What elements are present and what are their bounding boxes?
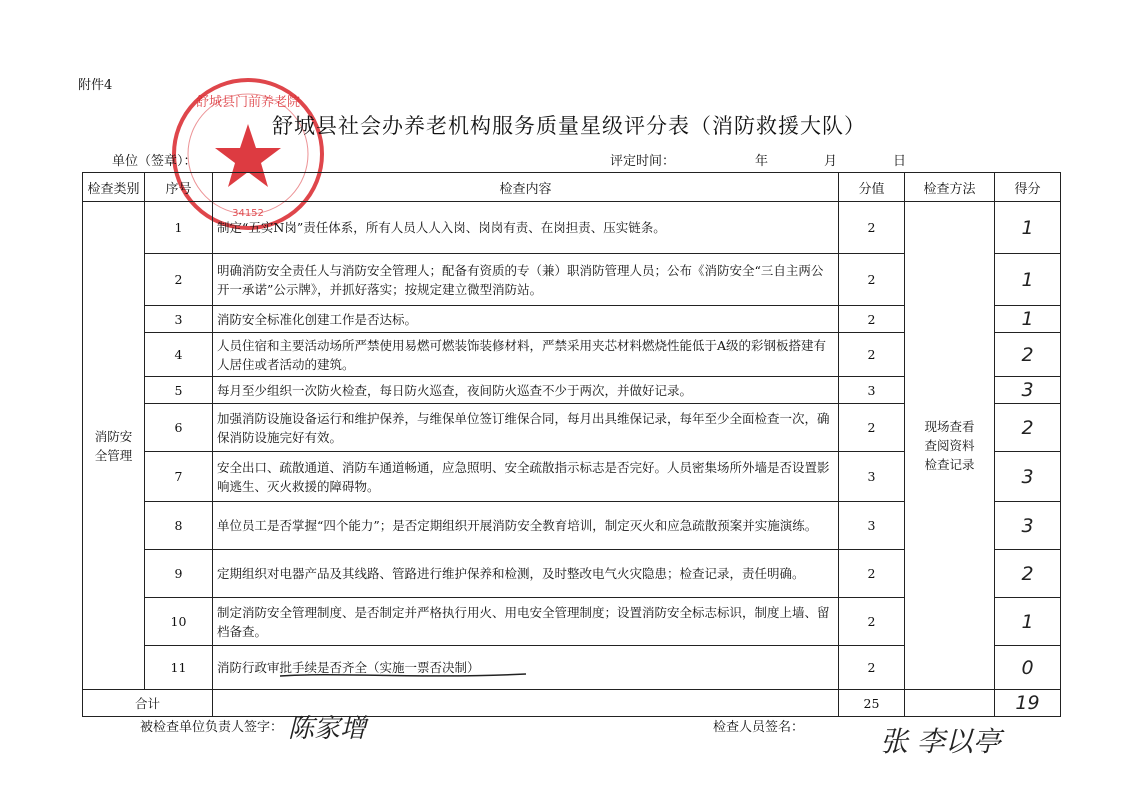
header-got: 得分 [995, 173, 1061, 202]
row-content: 加强消防设施设备运行和维护保养，与维保单位签订维保合同，每月出具维保记录，每年至少全面检查一次，确保消防设施完好有效。 [213, 404, 839, 452]
svg-text:34152: 34152 [232, 208, 264, 219]
row-score: 3 [839, 377, 905, 404]
row-number: 11 [145, 646, 213, 690]
row-got: 1 [995, 254, 1061, 306]
row-number: 8 [145, 502, 213, 550]
responsible-signature-label: 被检查单位负责人签字： [140, 720, 284, 735]
row-content: 定期组织对电器产品及其线路、管路进行维护保养和检测，及时整改电气火灾隐患；检查记录，责任明确。 [213, 550, 839, 598]
row-content: 消防安全标准化创建工作是否达标。 [213, 306, 839, 333]
row-got: 1 [995, 202, 1061, 254]
row-score: 3 [839, 452, 905, 502]
row-content: 人员住宿和主要活动场所严禁使用易燃可燃装饰装修材料，严禁采用夹芯材料燃烧性能低于A级的彩钢板搭建有人居住或者活动的建筑。 [213, 333, 839, 377]
row-number: 5 [145, 377, 213, 404]
row-got: 2 [995, 550, 1061, 598]
row-number: 2 [145, 254, 213, 306]
date-label: 评定时间： [610, 154, 676, 169]
table-row [83, 202, 1061, 254]
category-cell [83, 202, 145, 690]
row-number: 6 [145, 404, 213, 452]
total-got: 19 [995, 690, 1061, 717]
header-number: 序号 [145, 173, 213, 202]
table-header-row [83, 173, 1061, 202]
row-got: 0 [995, 646, 1061, 690]
row-content: 每月至少组织一次防火检查，每日防火巡查，夜间防火巡查不少于两次，并做好记录。 [213, 377, 839, 404]
row-score: 2 [839, 202, 905, 254]
unit-signature-label: 单位（签章）： [112, 154, 197, 169]
row-number: 7 [145, 452, 213, 502]
row-content: 明确消防安全责任人与消防安全管理人；配备有资质的专（兼）职消防管理人员；公布《消防安全“三自主两公开一承诺”公示牌》，并抓好落实；按规定建立微型消防站。 [213, 254, 839, 306]
inspector-signature-label: 检查人员签名： [713, 720, 805, 735]
row-score: 2 [839, 550, 905, 598]
row-content: 制定消防安全管理制度、是否制定并严格执行用火、用电安全管理制度；设置消防安全标志标识，制度上墙、留档备查。 [213, 598, 839, 646]
row-content: 安全出口、疏散通道、消防车通道畅通，应急照明、安全疏散指示标志是否完好。人员密集场所外墙是否设置影响逃生、灭火救援的障碍物。 [213, 452, 839, 502]
month-label: 月 [824, 154, 838, 169]
attachment-label: 附件4 [78, 78, 113, 93]
row-score: 2 [839, 254, 905, 306]
scoring-table [82, 172, 1061, 717]
category-text: 消防安全管理 [94, 428, 133, 463]
page-title: 舒城县社会办养老机构服务质量星级评分表（消防救援大队） [272, 114, 866, 138]
row-number: 1 [145, 202, 213, 254]
row-got: 3 [995, 502, 1061, 550]
header-method: 检查方法 [905, 173, 995, 202]
row-content: 消防行政审批手续是否齐全（实施一票否决制） [213, 646, 839, 690]
responsible-signature: 陈家增 [288, 714, 367, 744]
row-score: 2 [839, 646, 905, 690]
inspector-signature: 张 李以亭 [880, 725, 1001, 758]
total-score: 25 [839, 690, 905, 717]
row-score: 2 [839, 306, 905, 333]
row-content: 单位员工是否掌握“四个能力”；是否定期组织开展消防安全教育培训，制定灭火和应急疏散预案并实施演练。 [213, 502, 839, 550]
header-score: 分值 [839, 173, 905, 202]
row-got: 2 [995, 333, 1061, 377]
method-cell [905, 202, 995, 690]
total-method-blank [905, 690, 995, 717]
row-content: 制定“五实N岗”责任体系，所有人员人人入岗、岗岗有责、在岗担责、压实链条。 [213, 202, 839, 254]
row-number: 9 [145, 550, 213, 598]
row-score: 2 [839, 598, 905, 646]
total-row [83, 690, 1061, 717]
row-got: 3 [995, 377, 1061, 404]
row-score: 2 [839, 404, 905, 452]
row-got: 3 [995, 452, 1061, 502]
row-got: 1 [995, 306, 1061, 333]
row-score: 2 [839, 333, 905, 377]
row-got: 1 [995, 598, 1061, 646]
day-label: 日 [893, 154, 907, 169]
header-content: 检查内容 [213, 173, 839, 202]
row-score: 3 [839, 502, 905, 550]
handwritten-underline [278, 670, 528, 680]
row-number: 3 [145, 306, 213, 333]
header-category: 检查类别 [83, 173, 145, 202]
svg-text:舒城县门前养老院: 舒城县门前养老院 [195, 95, 301, 110]
method-text: 现场查看查阅资料检查记录 [924, 419, 975, 472]
row-number: 10 [145, 598, 213, 646]
row-number: 4 [145, 333, 213, 377]
year-label: 年 [755, 154, 769, 169]
row-got: 2 [995, 404, 1061, 452]
evaluation-date [610, 150, 962, 169]
total-label: 合计 [83, 690, 213, 717]
